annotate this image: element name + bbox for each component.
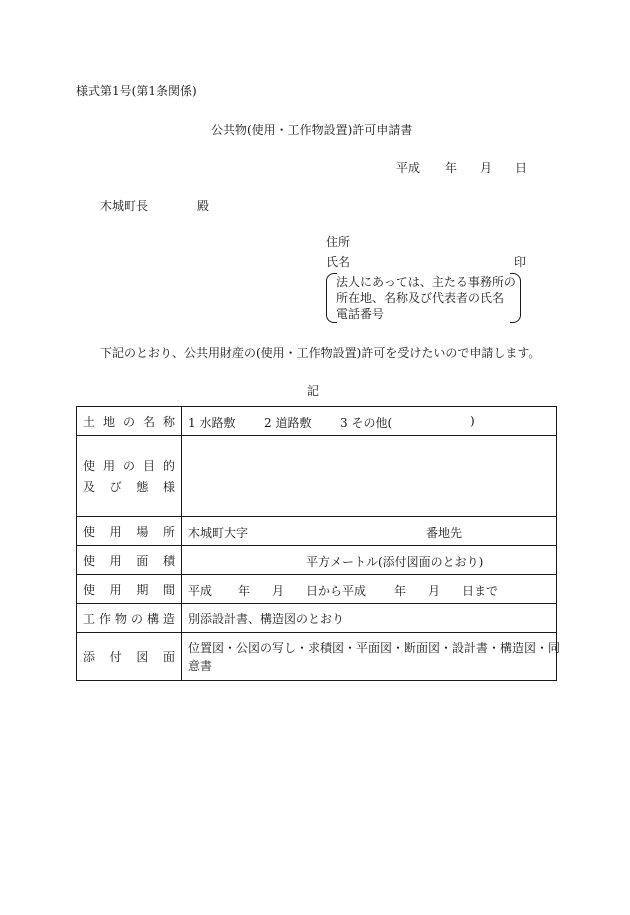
option-road: 2 道路敷 [264,416,312,430]
value-purpose [182,436,557,517]
row-structure [77,604,557,633]
label-period: 使 用 期 間 [77,575,182,604]
application-table [76,406,561,681]
label-place: 使 用 場 所 [77,517,182,546]
label-area: 使 用 面 積 [77,546,182,575]
period-month-end: 月 [428,584,441,598]
row-attachments [77,633,557,681]
value-land-name [182,407,557,436]
label-structure: 工 作 物 の 構 造 [77,604,182,633]
ki-heading: 記 [307,384,320,398]
row-place [77,517,557,546]
place-prefix: 木城町大字 [188,526,249,540]
period-month-start: 月 [272,584,285,598]
form-number: 様式第1号(第1条関係) [76,84,197,98]
date-year: 年 [445,161,458,175]
name-label: 氏名 [326,255,351,269]
corporate-note-line2: 所在地、名称及び代表者の氏名 [336,291,505,305]
date-era: 平成 [396,161,421,175]
value-attachments [182,633,561,681]
address-label: 住所 [326,235,351,249]
row-period [77,575,557,604]
label-land-name: 土 地 の 名 称 [77,407,182,436]
option-other-close: ) [470,414,475,428]
attachments-line2: 意書 [188,658,213,673]
option-waterway: 1 水路敷 [188,416,236,430]
place-suffix: 番地先 [426,526,463,540]
period-day-end: 日まで [462,584,499,598]
corporate-note-line1: 法人にあっては、主たる事務所の [336,275,516,289]
option-other: 3 その他( [340,416,393,430]
phone-label: 電話番号 [336,307,385,321]
period-year-start: 年 [238,584,251,598]
row-land-name [77,407,557,436]
date-day: 日 [515,161,528,175]
value-period [182,575,557,604]
area-text: 平方メートル(添付図面のとおり) [306,555,484,569]
period-year-end: 年 [394,584,407,598]
row-purpose [77,436,557,517]
body-text: 下記のとおり、公共用財産の(使用・工作物設置)許可を受けたいので申請します。 [100,346,541,360]
label-attachments: 添 付 図 面 [77,633,182,681]
addressee-honorific: 殿 [197,199,210,213]
date-month: 月 [480,161,493,175]
value-structure: 別添設計書、構造図のとおり [182,604,557,633]
period-era-start: 平成 [188,584,213,598]
addressee-name: 木城町長 [100,199,149,213]
label-purpose: 使 用 の 目 的 及 び 態 様 [77,436,182,517]
attachments-line1: 位置図・公図の写し・求積図・平面図・断面図・設計書・構造図・同 [188,640,561,655]
seal-mark: 印 [514,255,527,269]
value-area [182,546,557,575]
document-title: 公共物(使用・工作物設置)許可申請書 [211,123,413,137]
period-day-start: 日から平成 [306,584,367,598]
row-area [77,546,557,575]
value-place [182,517,557,546]
